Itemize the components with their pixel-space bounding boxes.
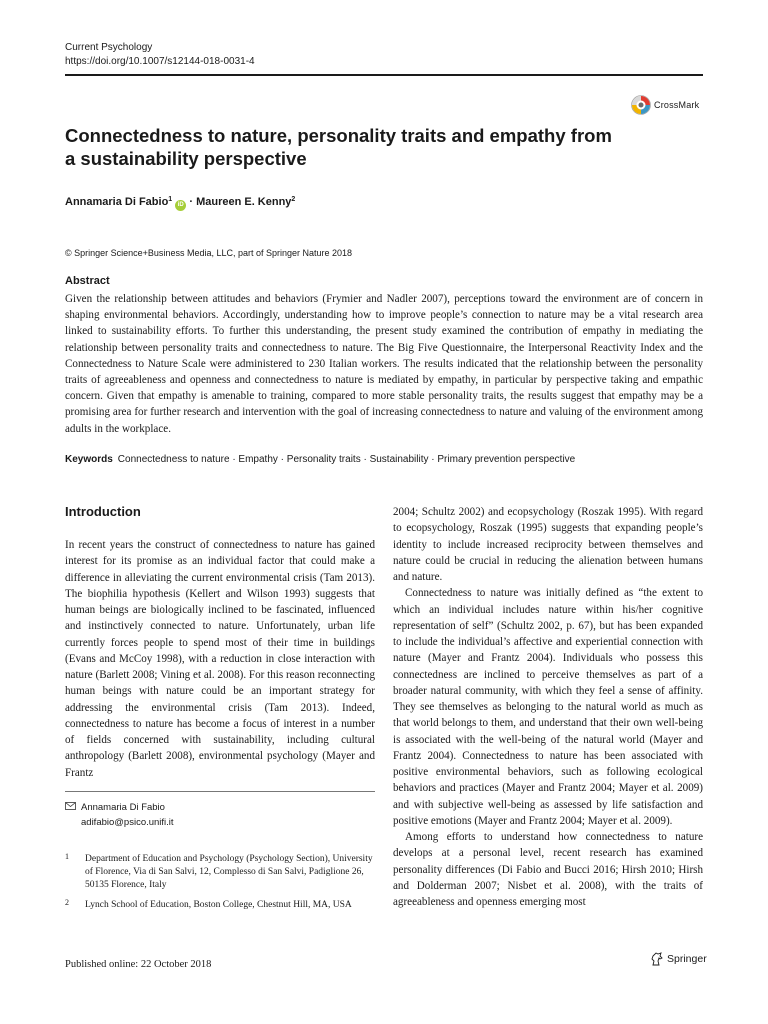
orcid-icon[interactable]: iD <box>175 200 186 211</box>
keywords-text: Connectedness to nature · Empathy · Personality traits · Sustainability · Primary prevention perspective <box>117 454 576 465</box>
crossmark-label: CrossMark <box>654 100 700 110</box>
intro-paragraph-1: In recent years the construct of connectedness to nature has gained interest for its promise as an individual factor that could make a difference in alleviating the current environmental crisis (Tam 2013). The biophilia hypothesis (Kellert and Wilson 1993) suggests that human beings are biologically inclined to be fascinated, influenced and instinctively connected to nature. Unfortunately, urban life currently forces people to spend most of their time in buildings (Evans and McCoy 1998), with a reduction in close interaction with nature (Barlett 2008; Vining et al. 2008). For this reason reconnecting human beings with nature could be an important strategy for addressing the environmental crisis (Tam 2013). Indeed, connectedness to nature has become a focus of interest in a number of fields concerned with sustainability, including cultural anthropology (Barlett 2008), environmental psychology (Mayer and Frantz <box>65 539 375 779</box>
corresponding-author <box>65 800 375 830</box>
author-1-affiliation: 1 <box>168 196 173 203</box>
footnote-separator <box>65 791 375 792</box>
keywords-line <box>65 454 575 465</box>
author-separator: · <box>189 196 193 208</box>
abstract-text: Given the relationship between attitudes and behaviors (Frymier and Nadler 2007), perceptions toward the environment are of concern in shaping environmental behaviors. Accordingly, understanding how to improve people’s connection to nature may be a vital research area linked to sustainability efforts. To further this understanding, the present study examined the contribution of empathy in mediating the relationship between personality traits and connectedness to nature. The Big Five Questionnaire, the Interpersonal Reactivity Index and the Connectedness to Nature Scale were administered to 230 Italian workers. The results indicated that the relationship between the personality traits of agreeableness and openness and connectedness to nature is mediated by empathy, in particular by perspective taking and empathic concern. Given that empathy is amenable to training, compared to more stable personality traits, the results suggest that empathy may be a promising area for further research and intervention with the goal of increasing connectedness to nature and valuing of the environment among adults in the workplace. <box>65 293 703 435</box>
contact-email[interactable]: adifabio@psico.unifi.it <box>81 817 174 828</box>
copyright-notice: © Springer Science+Business Media, LLC, part of Springer Nature 2018 <box>65 248 353 258</box>
header-rule <box>65 74 703 76</box>
affiliation-2-number: 2 <box>65 898 69 907</box>
springer-horse-icon <box>650 952 663 966</box>
envelope-icon <box>65 800 81 815</box>
intro-paragraph-3: Connectedness to nature was initially defined as “the extent to which an individual includes nature within his/her cognitive representation of self” (Schultz 2002, p. 67), but has been expanded to include the individual’s affective and experiential connection with nature (Mayer and Frantz 2004). Individuals who possess this connectedness are inclined to perceive themselves as part of a broader natural community, with which they feel a sense of affinity. They see themselves as belonging to the natural world as much as that world belongs to them, and understand that their own well-being is associated with the well-being of the natural world (Mayer and Frantz 2004). Connectedness to nature has been associated with positive environmental behaviors, such as following ecological behaviors and practices (Mayer and Frantz 2004; Mayer et al. 2009) and with subjective well-being as assessed by life satisfaction and positive emotions (Mayer and Frantz 2004; Mayer et al. 2009). <box>393 587 703 827</box>
doi-link[interactable]: https://doi.org/10.1007/s12144-018-0031-4 <box>65 56 255 67</box>
author-1[interactable]: Annamaria Di Fabio <box>65 196 169 208</box>
author-line <box>65 192 585 211</box>
journal-name: Current Psychology <box>65 42 153 53</box>
affiliation-2: Lynch School of Education, Boston College, Chestnut Hill, MA, USA <box>85 900 352 910</box>
affiliation-1-number: 1 <box>65 852 69 861</box>
contact-name: Annamaria Di Fabio <box>81 802 165 813</box>
crossmark-icon <box>631 95 651 115</box>
keywords-label: Keywords <box>65 454 113 465</box>
intro-paragraph-4: Among efforts to understand how connectedness to nature develops at a personal level, recent research has examined personality differences (Di Fabio and Bucci 2016; Hirsh 2010; Hirsh and Dolderman 2007; Nisbet et al. 2008), with the traits of agreeableness and openness emerging most <box>393 831 703 908</box>
published-date: Published online: 22 October 2018 <box>65 959 212 970</box>
article-title: Connectedness to nature, personality traits and empathy from a sustainability perspective <box>65 125 612 169</box>
intro-paragraph-2: 2004; Schultz 2002) and ecopsychology (Roszak 1995). With regard to ecopsychology, Roszak (1995) suggests that expanding people’s identity to include increased reciprocity between themselves and nature could be crucial in reducing the alienation between humans and nature. <box>393 506 703 583</box>
author-2[interactable]: Maureen E. Kenny <box>196 196 292 208</box>
journal-header <box>65 41 255 69</box>
right-column <box>393 504 703 910</box>
springer-logo <box>650 952 707 966</box>
author-2-affiliation: 2 <box>291 196 296 203</box>
springer-label: Springer <box>667 953 707 965</box>
abstract-heading: Abstract <box>65 275 110 287</box>
affiliation-1: Department of Education and Psychology (Psychology Section), University of Florence, Via di San Salvi, 12, Complesso di San Salvi, Padiglione 26, 50135 Florence, Italy <box>85 854 373 890</box>
crossmark-badge[interactable] <box>631 93 707 117</box>
introduction-heading: Introduction <box>65 504 141 519</box>
